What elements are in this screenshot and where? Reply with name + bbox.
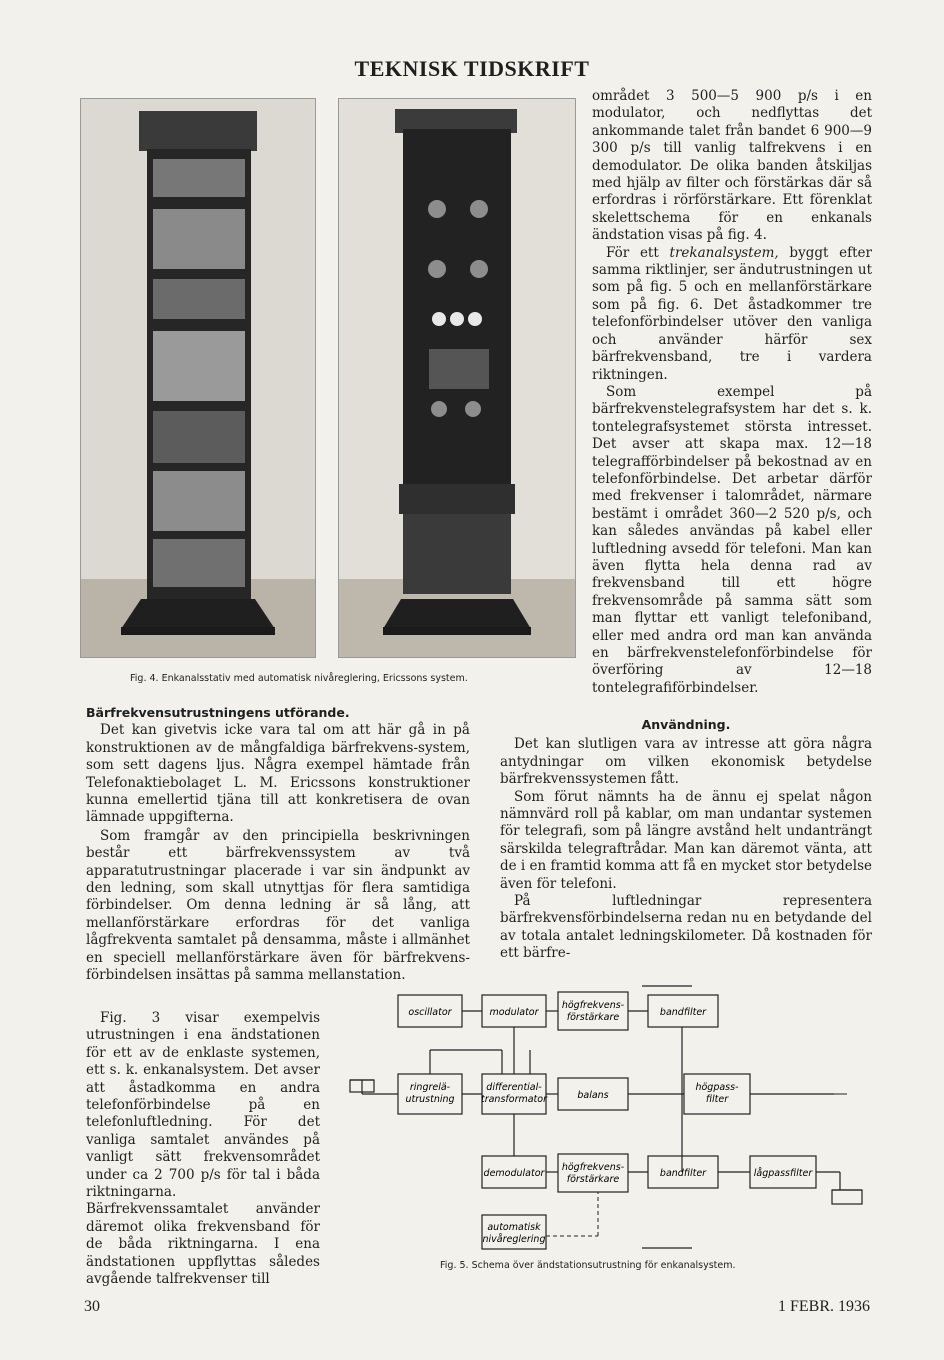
block-balance: balans bbox=[577, 1090, 609, 1101]
right-paragraph-2: För ett trekanalsystem, byggt efter samma riktlinjer, ser ändutrustningen ut som på fig. 5 och en mellanförstärkare som på fig. 6. Det åstadkommer tre telefonförbindelser utöver den vanliga och använder härför sex bärfrekvensband, tre i vardera riktningen. bbox=[592, 244, 872, 383]
left-paragraph-2: Som framgår av den principiella beskrivningen består ett bärfrekvenssystem av två apparatutrustningar placerade i var sin ändpunkt av den ledning, som skall utnyttjas för flera samtidiga förbindelser. Om denna ledning är så lång, att mellanförstärkare erfordras för det vanliga lågfrekventa samtalet på densamma, måste i allmänhet en speciell mellanförstärkare även för bärfrekvens-förbindelsen insättas på samma mellanstation. bbox=[86, 827, 470, 984]
block-diff-transformer-line2: transformator bbox=[480, 1094, 548, 1105]
block-hf-amplifier-bottom-line1: högfrekvens- bbox=[561, 1162, 625, 1173]
block-hf-amplifier-bottom-line2: förstärkare bbox=[566, 1174, 620, 1185]
block-modulator: modulator bbox=[489, 1007, 539, 1018]
left-column-bottom bbox=[86, 1010, 320, 1289]
section-heading-anvandning: Användning. bbox=[641, 717, 731, 732]
block-diagram bbox=[342, 968, 882, 1258]
equipment-photo-left bbox=[80, 98, 316, 658]
right-column bbox=[592, 88, 872, 697]
left-paragraph-1: Det kan givetvis icke vara tal om att här gå in på konstruktionen av de mångfaldiga bärfrekvens-system, som sett dagens ljus. Några exempel hämtade från Telefonaktiebolaget L. M. Ericssons konstruktioner kunna emellertid tjäna till att konkretisera de ovan lämnade uppgifterna. bbox=[86, 722, 470, 826]
left-column-top bbox=[86, 704, 470, 985]
page-number: 30 bbox=[84, 1298, 100, 1315]
right-paragraph-6: På luftledningar representera bärfrekvensförbindelserna redan nu en betydande del av totala antalet ledningskilometer. Då kostnaden för ett bärfre- bbox=[500, 893, 872, 962]
block-highpass-line2: filter bbox=[705, 1094, 729, 1105]
block-demodulator: demodulator bbox=[483, 1168, 545, 1179]
right-column-lower bbox=[500, 716, 872, 963]
block-hf-amplifier-top-line1: högfrekvens- bbox=[561, 1000, 625, 1011]
issue-date: 1 FEBR. 1936 bbox=[778, 1298, 871, 1315]
block-lowpass: lågpassfilter bbox=[753, 1168, 813, 1179]
right-paragraph-4: Det kan slutligen vara av intresse att göra några antydningar om vilken ekonomisk betydelse bärfrekvenssystemen fått. bbox=[500, 736, 872, 788]
section-heading-utforande: Bärfrekvensutrustningens utförande. bbox=[86, 705, 350, 720]
block-highpass-line1: högpass- bbox=[695, 1082, 739, 1093]
right-paragraph-1: området 3 500—5 900 p/s i en modulator, och nedflyttas det ankommande talet från bandet 6 900—9 300 p/s till vanlig talfrekvens i en demodulator. De olika banden åtskiljas med hjälp av filter och förstärkas där så erfordras i rörförstärkare. Ett förenklat skelettschema för en enkanals ändstation visas på fig. 4. bbox=[592, 88, 872, 244]
block-diff-transformer-line1: differential- bbox=[486, 1082, 542, 1093]
block-oscillator: oscillator bbox=[408, 1007, 452, 1018]
left-paragraph-3: Fig. 3 visar exempelvis utrustningen i ena ändstationen för ett av de enklaste systemen, ett s. k. enkanalsystem. Det avser att åstadkomma en andra telefonförbindelse på en telefonluftledning. För det vanliga samtalet användes på vanligt sätt frekvensområdet under ca 2 700 p/s för tal i båda riktningarna. Bärfrekvenssamtalet använder däremot olika frekvensband för de båda riktningarna. I ena ändstationen uppflyttas således avgående talfrekvenser till bbox=[86, 1010, 320, 1288]
block-agc-line2: nivåreglering bbox=[482, 1234, 546, 1245]
right-paragraph-3: Som exempel på bärfrekvenstelegrafsystem har det s. k. tontelegrafsystemet största intresset. Det avser att skapa max. 12—18 telegrafförbindelser på bekostnad av en telefonförbindelse. Det arbetar därför med frekvenser i talområdet, närmare bestämt i området 360—2 520 p/s, och kan således användas på kabel eller luftledning avsedd för telefoni. Man kan även flytta hela denna rad av frekvensband till ett högre frekvensområde på samma sätt som man flyttar ett vanligt telefoniband, eller med andra ord man kan använda en bärfrekvenstelefonförbindelse för överföring av 12—18 tontelegrafiförbindelser. bbox=[592, 383, 872, 696]
figure-5-caption: Fig. 5. Schema över ändstationsutrustning för enkanalsystem. bbox=[440, 1260, 736, 1271]
block-bandfilter-bottom: bandfilter bbox=[659, 1168, 707, 1179]
block-agc-line1: automatisk bbox=[487, 1222, 541, 1233]
block-ringing-line1: ringrelä- bbox=[409, 1082, 451, 1093]
figure-4-caption: Fig. 4. Enkanalsstativ med automatisk nivåreglering, Ericssons system. bbox=[130, 673, 468, 684]
block-hf-amplifier-top-line2: förstärkare bbox=[566, 1012, 620, 1023]
journal-title: TEKNISK TIDSKRIFT bbox=[354, 56, 590, 81]
right-paragraph-5: Som förut nämnts ha de ännu ej spelat någon nämnvärd roll på kablar, om man undantar systemen för telegrafi, som på längre avstånd helt undanträngt särskilda telegraftrådar. Man kan däremot vänta, att de i en framtid komma att få en mycket stor betydelse även för telefoni. bbox=[500, 788, 872, 892]
block-ringing-line2: utrustning bbox=[405, 1094, 455, 1105]
block-bandfilter-top: bandfilter bbox=[659, 1007, 707, 1018]
equipment-photo-right bbox=[338, 98, 576, 658]
